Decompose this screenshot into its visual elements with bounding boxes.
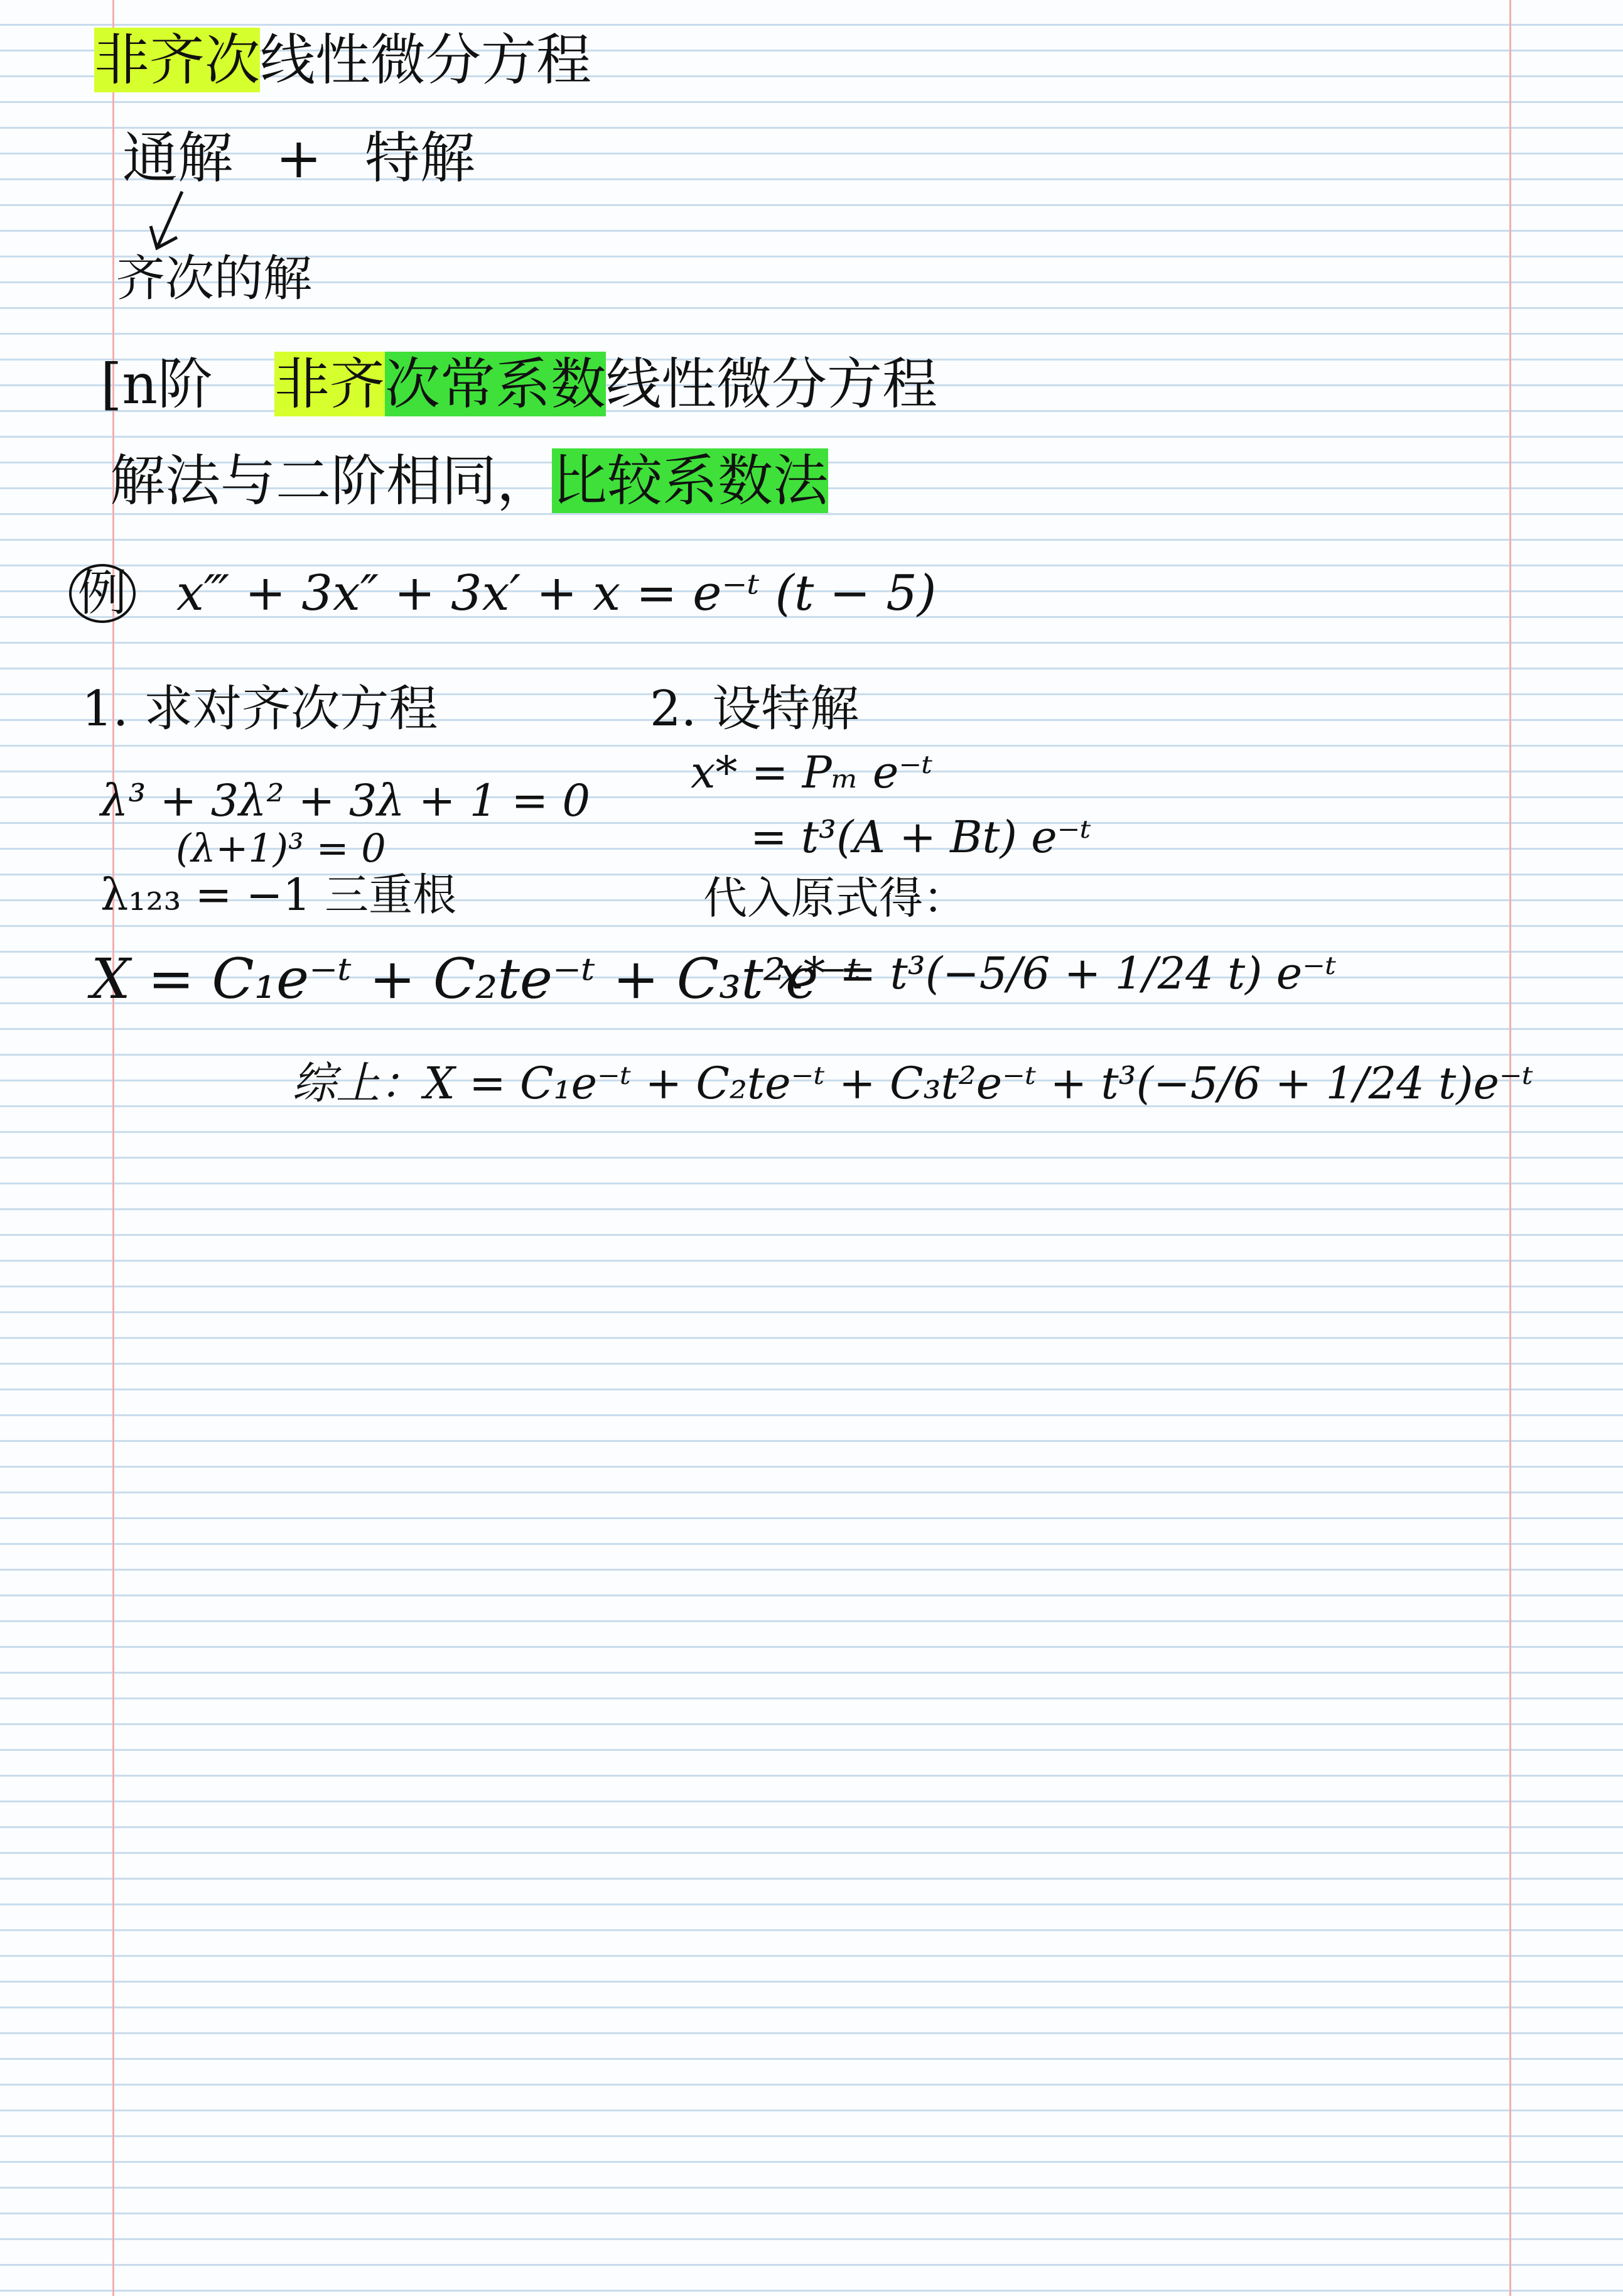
factored-equation: (λ+1)³ = 0 [176, 825, 386, 871]
method-line [110, 448, 829, 513]
method-highlight: 比较系数法 [552, 448, 829, 513]
nth-highlight-yellow: 非齐 [274, 352, 386, 416]
method-text: 解法与二阶相同， [110, 448, 553, 513]
nth-order-prefix: [n阶 [100, 352, 213, 416]
step1-heading: 1. 求对齐次方程 [82, 681, 438, 737]
triple-root: λ₁₂₃ = −1 三重根 [100, 869, 457, 921]
homogeneous-general-solution: X = C₁e⁻ᵗ + C₂te⁻ᵗ + C₃t²e⁻ᵗ [91, 946, 861, 1011]
example-line [69, 564, 936, 623]
nth-order-line [100, 352, 938, 416]
arrow-down-icon [138, 188, 195, 257]
homogeneous-note: 齐次的解 [116, 251, 313, 307]
particular-guess: x* = Pₘ e⁻ᵗ [691, 747, 933, 798]
page-title [94, 28, 592, 92]
step2-heading: 2. 设特解 [650, 681, 860, 737]
title-highlight: 非齐次 [94, 28, 261, 92]
margin-line-right [1509, 0, 1511, 2296]
substitute-note: 代入原式得： [703, 872, 967, 924]
particular-guess-expanded: = t³(A + Bt) e⁻ᵗ [750, 811, 1091, 863]
margin-line-left [112, 0, 114, 2296]
particular-solution-label: 特解 [364, 126, 475, 190]
plus-sign: + [276, 126, 322, 190]
solution-structure [122, 126, 475, 190]
nth-order-rest: 线性微分方程 [606, 352, 938, 416]
title-rest: 线性微分方程 [260, 28, 592, 92]
example-label: 例 [69, 564, 136, 623]
summary-line: 综上：X = C₁e⁻ᵗ + C₂te⁻ᵗ + C₃t²e⁻ᵗ + t³(−5/6 + 1/24 t)e⁻ᵗ [292, 1058, 1534, 1109]
characteristic-equation: λ³ + 3λ² + 3λ + 1 = 0 [100, 775, 590, 826]
general-solution-label: 通解 [122, 126, 234, 190]
particular-solution: x* = t³(−5/6 + 1/24 t) e⁻ᵗ [779, 948, 1337, 999]
example-equation: x‴ + 3x″ + 3x′ + x = e⁻ᵗ (t − 5) [176, 565, 937, 622]
nth-highlight-green: 次常系数 [385, 352, 607, 416]
